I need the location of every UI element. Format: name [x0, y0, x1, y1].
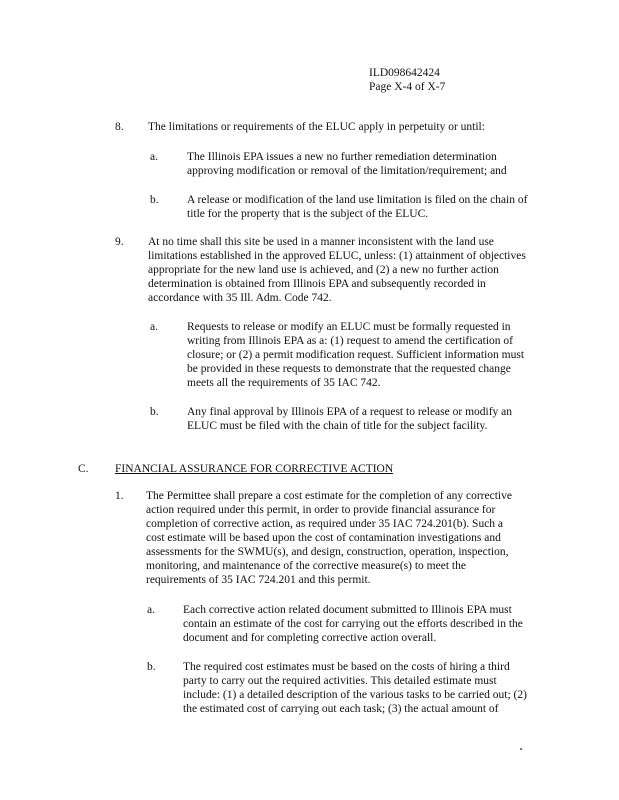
section-c-title: FINANCIAL ASSURANCE FOR CORRECTIVE ACTION	[115, 463, 394, 475]
scan-speck	[520, 748, 522, 750]
item-1b-line-2: party to carry out the required activities. This detailed estimate must	[183, 675, 497, 687]
item-9-line-2: limitations established in the approved ELUC, unless: (1) attainment of objectives	[148, 250, 526, 262]
item-1-line-5: assessments for the SWMU(s), and design, construction, operation, inspection,	[146, 546, 509, 558]
item-8-number: 8.	[115, 121, 124, 133]
item-9a-label: a.	[150, 321, 158, 333]
item-1-number: 1.	[115, 490, 124, 502]
header-block	[369, 66, 445, 94]
item-1-line-4: cost estimate will be based upon the cost of contamination investigations and	[146, 532, 501, 544]
item-9b-line-2: ELUC must be filed with the chain of title for the subject facility.	[187, 420, 488, 432]
item-1-line-2: action required under this permit, in order to provide financial assurance for	[146, 504, 496, 516]
item-8-text: The limitations or requirements of the ELUC apply in perpetuity or until:	[148, 121, 485, 133]
item-9-line-5: accordance with 35 Ill. Adm. Code 742.	[148, 292, 332, 304]
item-8b-label: b.	[150, 194, 159, 206]
item-1-line-1: The Permittee shall prepare a cost estimate for the completion of any corrective	[146, 490, 512, 502]
item-1b-line-3: include: (1) a detailed description of the various tasks to be carried out; (2)	[183, 689, 527, 701]
item-8a-label: a.	[150, 151, 158, 163]
page-number: Page X-4 of X-7	[369, 81, 446, 93]
item-1a-line-1: Each corrective action related document submitted to Illinois EPA must	[183, 604, 512, 616]
item-1-line-7: requirements of 35 IAC 724.201 and this permit.	[146, 574, 371, 586]
item-1b-line-4: the estimated cost of carrying out each task; (3) the actual amount of	[183, 703, 499, 715]
item-9-line-4: determination is obtained from Illinois EPA and subsequently recorded in	[148, 278, 486, 290]
item-1-line-3: completion of corrective action, as required under 35 IAC 724.201(b). Such a	[146, 518, 504, 530]
item-8b-line-2: title for the property that is the subject of the ELUC.	[187, 208, 429, 220]
item-9a-line-4: be provided in these requests to demonstrate that the requested change	[187, 363, 511, 375]
item-9b-label: b.	[150, 406, 159, 418]
item-8a-line-2: approving modification or removal of the limitation/requirement; and	[187, 165, 507, 177]
item-1a-label: a.	[147, 604, 155, 616]
item-1b-label: b.	[147, 661, 156, 673]
item-8a-line-1: The Illinois EPA issues a new no further remediation determination	[187, 151, 497, 163]
item-9a-line-2: writing from Illinois EPA as a: (1) request to amend the certification of	[187, 335, 513, 347]
item-9a-line-1: Requests to release or modify an ELUC must be formally requested in	[187, 321, 511, 333]
item-1a-line-2: contain an estimate of the cost for carrying out the efforts described in the	[183, 618, 523, 630]
item-9b-line-1: Any final approval by Illinois EPA of a request to release or modify an	[187, 406, 513, 418]
document-id: ILD098642424	[369, 67, 440, 79]
item-9-number: 9.	[115, 236, 124, 248]
item-9a-line-5: meets all the requirements of 35 IAC 742.	[187, 377, 381, 389]
section-c-letter: C.	[78, 463, 89, 475]
item-9-line-3: appropriate for the new land use is achieved, and (2) a new no further action	[148, 264, 499, 276]
item-1a-line-3: document and for completing corrective action overall.	[183, 632, 437, 644]
item-1-line-6: monitoring, and maintenance of the corrective measure(s) to meet the	[146, 560, 466, 572]
item-9a-line-3: closure; or (2) a permit modification request. Sufficient information must	[187, 349, 525, 361]
item-1b-line-1: The required cost estimates must be based on the costs of hiring a third	[183, 661, 510, 673]
item-9-line-1: At no time shall this site be used in a manner inconsistent with the land use	[148, 236, 494, 248]
item-8b-line-1: A release or modification of the land use limitation is filed on the chain of	[187, 194, 528, 206]
